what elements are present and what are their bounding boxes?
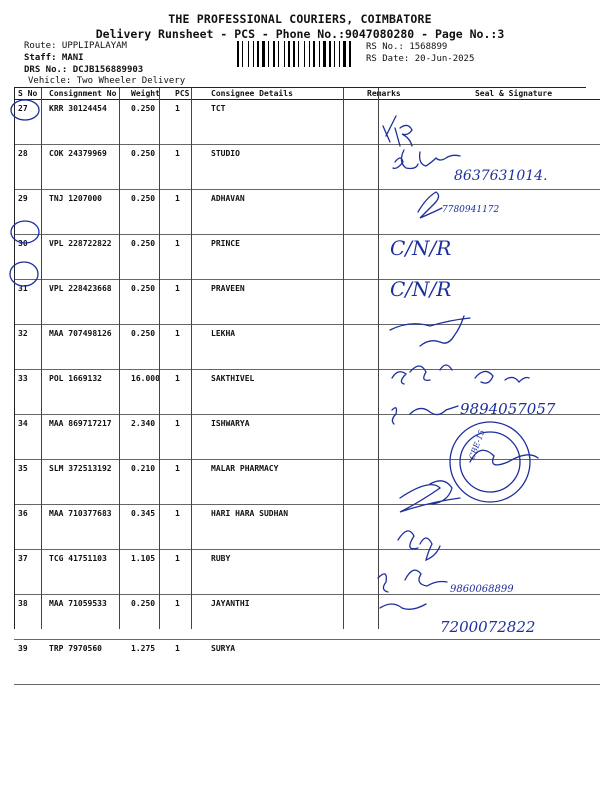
barcode-bar xyxy=(321,41,322,67)
cell-signature xyxy=(409,550,600,595)
company-title: THE PROFESSIONAL COURIERS, COIMBATORE xyxy=(168,12,432,26)
cell-weight: 0.210 xyxy=(127,460,171,505)
cell-pcs: 1 xyxy=(171,550,207,595)
handwritten-cnr-30: C/N/R xyxy=(390,236,452,260)
handwritten-cnr-31: C/N/R xyxy=(390,277,452,301)
cell-sno: 36 xyxy=(14,505,45,550)
table-row xyxy=(14,550,600,595)
barcode-bar xyxy=(304,41,305,67)
cell-consignee: SURYA xyxy=(207,640,363,685)
cell-signature xyxy=(409,640,600,685)
runsheet-table xyxy=(14,88,600,685)
barcode-bar xyxy=(343,41,346,67)
table-row xyxy=(14,280,600,325)
barcode-bar xyxy=(306,41,308,67)
cell-pcs: 1 xyxy=(171,415,207,460)
vehicle-label: Vehicle: Two Wheeler Delivery xyxy=(28,76,186,86)
cell-signature xyxy=(409,595,600,640)
cell-signature xyxy=(409,505,600,550)
barcode-bar xyxy=(336,41,338,67)
col-consignment: Consignment No xyxy=(45,88,127,100)
cell-pcs: 1 xyxy=(171,235,207,280)
barcode-bar xyxy=(253,41,254,67)
cell-remarks xyxy=(363,550,409,595)
cell-signature xyxy=(409,370,600,415)
cell-consignment: SLM 372513192 xyxy=(45,460,127,505)
route-label: Route: UPPLIPALAYAM xyxy=(24,41,127,51)
cell-consignment: MAA 869717217 xyxy=(45,415,127,460)
barcode-bar xyxy=(309,41,310,67)
cell-sno: 30 xyxy=(14,235,45,280)
cell-remarks xyxy=(363,190,409,235)
barcode-bar xyxy=(347,41,348,67)
cell-sno: 35 xyxy=(14,460,45,505)
cell-consignment: POL 1669132 xyxy=(45,370,127,415)
cell-signature xyxy=(409,145,600,190)
cell-weight: 0.250 xyxy=(127,595,171,640)
cell-weight: 16.000 xyxy=(127,370,171,415)
cell-consignee: PRINCE xyxy=(207,235,363,280)
barcode-bar xyxy=(332,41,333,67)
cell-weight: 0.250 xyxy=(127,145,171,190)
table-header-row xyxy=(14,88,600,100)
table-row xyxy=(14,325,600,370)
cell-sno: 34 xyxy=(14,415,45,460)
cell-pcs: 1 xyxy=(171,505,207,550)
col-divider xyxy=(191,88,192,629)
barcode-bar xyxy=(268,41,269,67)
cell-pcs: 1 xyxy=(171,325,207,370)
cell-consignee: ISHWARYA xyxy=(207,415,363,460)
cell-weight: 0.250 xyxy=(127,190,171,235)
cell-remarks xyxy=(363,235,409,280)
cell-remarks xyxy=(363,280,409,325)
cell-remarks xyxy=(363,325,409,370)
cell-sno: 31 xyxy=(14,280,45,325)
rs-date: RS Date: 20-Jun-2025 xyxy=(366,54,475,64)
barcode-bar xyxy=(293,41,295,67)
barcode-bar xyxy=(313,41,315,67)
cell-signature xyxy=(409,415,600,460)
cell-pcs: 1 xyxy=(171,145,207,190)
cell-remarks xyxy=(363,100,409,145)
col-divider xyxy=(119,88,120,629)
cell-weight: 0.250 xyxy=(127,100,171,145)
col-divider xyxy=(159,88,160,629)
handwritten-phone-29: 7780941172 xyxy=(442,205,500,215)
barcode-bar xyxy=(286,41,287,67)
cell-pcs: 1 xyxy=(171,370,207,415)
cell-consignee: ADHAVAN xyxy=(207,190,363,235)
col-signature: Seal & Signature xyxy=(409,88,600,100)
cell-consignment: TRP 7970560 xyxy=(45,640,127,685)
cell-pcs: 1 xyxy=(171,100,207,145)
table-row xyxy=(14,145,600,190)
cell-consignee: LEKHA xyxy=(207,325,363,370)
table-row xyxy=(14,595,600,640)
cell-weight: 0.250 xyxy=(127,235,171,280)
cell-consignee: RUBY xyxy=(207,550,363,595)
cell-consignee: HARI HARA SUDHAN xyxy=(207,505,363,550)
cell-pcs: 1 xyxy=(171,190,207,235)
barcode-bar xyxy=(237,41,239,67)
drs-number: DRS No.: DCJB156889903 xyxy=(24,65,144,75)
cell-weight: 1.105 xyxy=(127,550,171,595)
barcode-bar xyxy=(296,41,297,67)
cell-signature xyxy=(409,235,600,280)
cell-remarks xyxy=(363,370,409,415)
cell-consignee: STUDIO xyxy=(207,145,363,190)
handwritten-phone-38: 9860068899 xyxy=(450,584,514,595)
table-row xyxy=(14,370,600,415)
barcode-bar xyxy=(298,41,299,67)
cell-signature xyxy=(409,190,600,235)
cell-pcs: 1 xyxy=(171,640,207,685)
cell-consignee: MALAR PHARMACY xyxy=(207,460,363,505)
cell-consignee: SAKTHIVEL xyxy=(207,370,363,415)
cell-weight: 0.345 xyxy=(127,505,171,550)
barcode-bar xyxy=(255,41,256,67)
cell-consignment: TCG 41751103 xyxy=(45,550,127,595)
barcode-bar xyxy=(240,41,241,67)
barcode-bar xyxy=(339,41,340,67)
barcode-bar xyxy=(273,41,275,67)
cell-signature xyxy=(409,460,600,505)
col-divider xyxy=(378,88,379,629)
cell-sno: 32 xyxy=(14,325,45,370)
barcode-bar xyxy=(250,41,252,67)
table-row xyxy=(14,505,600,550)
handwritten-phone-28: 8637631014. xyxy=(454,168,548,184)
barcode-bar xyxy=(262,41,265,67)
barcode-bar xyxy=(300,41,303,67)
cell-consignment: TNJ 1207000 xyxy=(45,190,127,235)
barcode-bar xyxy=(311,41,312,67)
table-row xyxy=(14,190,600,235)
handwritten-phone-39: 7200072822 xyxy=(440,618,536,636)
cell-remarks xyxy=(363,595,409,640)
barcode-bar xyxy=(248,41,249,67)
stamp-text: CBE-15 xyxy=(467,428,487,461)
cell-consignee: TCT xyxy=(207,100,363,145)
barcode-bar xyxy=(260,41,261,67)
cell-pcs: 1 xyxy=(171,280,207,325)
barcode-bar xyxy=(284,41,285,67)
barcode-bar xyxy=(270,41,272,67)
barcode-bar xyxy=(327,41,328,67)
cell-sno: 39 xyxy=(14,640,45,685)
col-weight: Weight xyxy=(127,88,171,100)
cell-consignment: KRR 30124454 xyxy=(45,100,127,145)
cell-consignment: MAA 710377683 xyxy=(45,505,127,550)
barcode-bar xyxy=(341,41,342,67)
cell-remarks xyxy=(363,640,409,685)
barcode-bar xyxy=(334,41,335,67)
col-sno: S No xyxy=(14,88,45,100)
cell-consignee: JAYANTHI xyxy=(207,595,363,640)
cell-sno: 37 xyxy=(14,550,45,595)
barcode-bar xyxy=(266,41,267,67)
cell-signature xyxy=(409,325,600,370)
cell-pcs: 1 xyxy=(171,460,207,505)
cell-remarks xyxy=(363,145,409,190)
col-remarks: Remarks xyxy=(363,88,409,100)
barcode-bar xyxy=(280,41,283,67)
cell-signature xyxy=(409,280,600,325)
barcode-bar xyxy=(276,41,277,67)
table-row xyxy=(14,460,600,505)
cell-sno: 33 xyxy=(14,370,45,415)
barcode-bar xyxy=(323,41,326,67)
cell-remarks xyxy=(363,460,409,505)
cell-sno: 28 xyxy=(14,145,45,190)
barcode-bar xyxy=(257,41,259,67)
handwritten-phone-34: 9894057057 xyxy=(460,400,556,418)
col-divider xyxy=(41,88,42,629)
cell-signature xyxy=(409,100,600,145)
cell-remarks xyxy=(363,415,409,460)
barcode-bar xyxy=(291,41,292,67)
cell-weight: 0.250 xyxy=(127,325,171,370)
barcode-bar xyxy=(319,41,320,67)
table-row xyxy=(14,640,600,685)
cell-weight: 2.340 xyxy=(127,415,171,460)
cell-sno: 29 xyxy=(14,190,45,235)
cell-pcs: 1 xyxy=(171,595,207,640)
rs-number: RS No.: 1568899 xyxy=(366,42,448,52)
cell-consignee: PRAVEEN xyxy=(207,280,363,325)
col-divider xyxy=(343,88,344,629)
cell-weight: 0.250 xyxy=(127,280,171,325)
barcode-bar xyxy=(329,41,331,67)
cell-consignment: COK 24379969 xyxy=(45,145,127,190)
cell-consignment: MAA 707498126 xyxy=(45,325,127,370)
barcode-bar xyxy=(288,41,290,67)
cell-sno: 38 xyxy=(14,595,45,640)
table-row xyxy=(14,415,600,460)
cell-weight: 1.275 xyxy=(127,640,171,685)
cell-sno: 27 xyxy=(14,100,45,145)
runsheet-subtitle: Delivery Runsheet - PCS - Phone No.:9047080280 - Page No.:3 xyxy=(95,27,505,41)
cell-consignment: VPL 228423668 xyxy=(45,280,127,325)
cell-remarks xyxy=(363,505,409,550)
cell-consignment: MAA 71059533 xyxy=(45,595,127,640)
col-consignee: Consignee Details xyxy=(207,88,363,100)
barcode xyxy=(237,41,362,67)
barcode-bar xyxy=(278,41,279,67)
table-row xyxy=(14,235,600,280)
barcode-bar xyxy=(244,41,247,67)
table-row xyxy=(14,100,600,145)
barcode-bar xyxy=(316,41,318,67)
col-pcs: PCS xyxy=(171,88,207,100)
barcode-bar xyxy=(242,41,243,67)
staff-label: Staff: MANI xyxy=(24,53,84,63)
barcode-bar xyxy=(349,41,351,67)
cell-consignment: VPL 228722822 xyxy=(45,235,127,280)
